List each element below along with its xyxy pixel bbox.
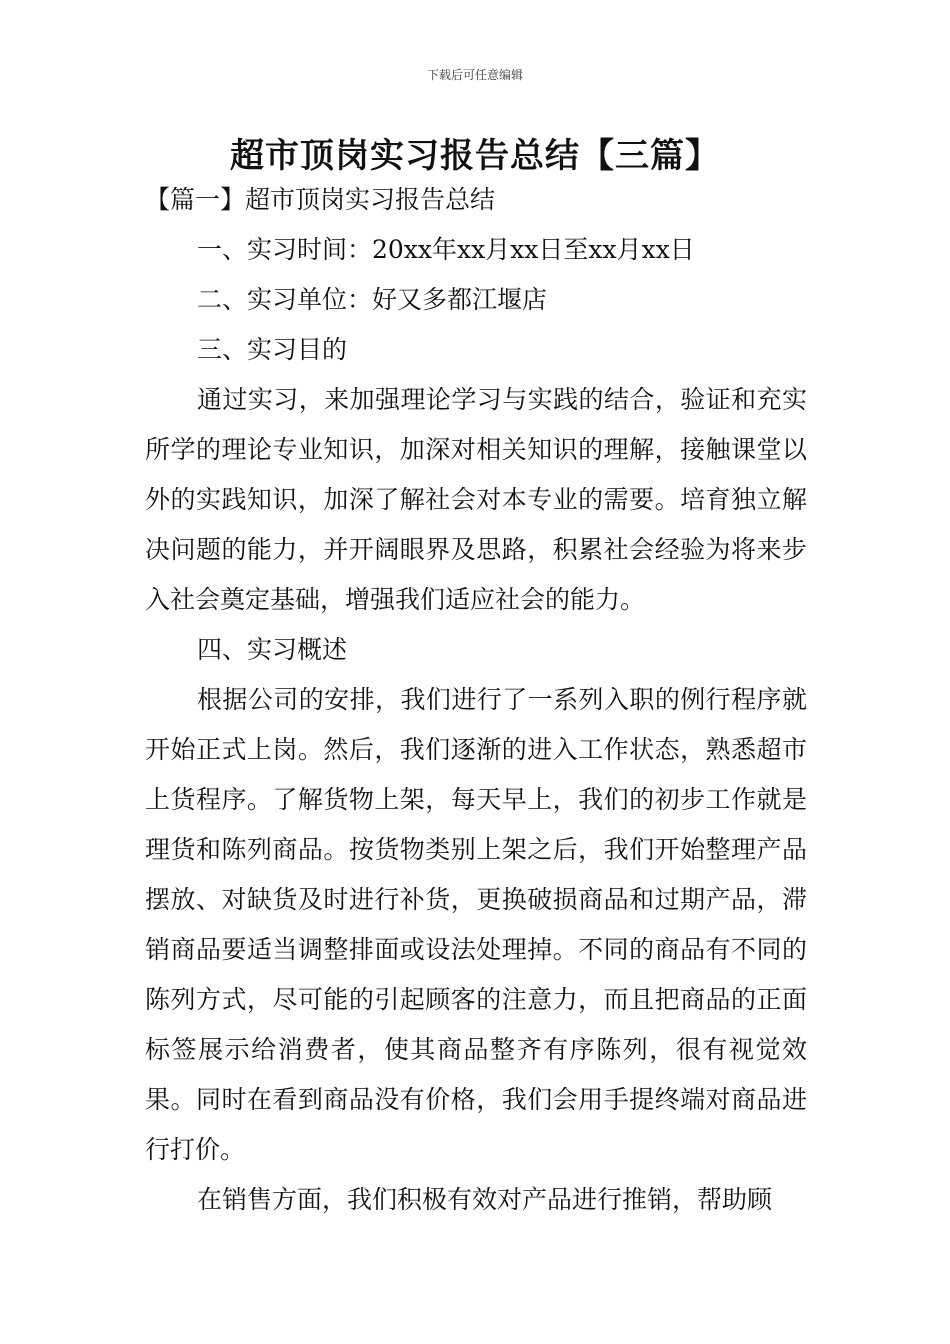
paragraph-purpose-heading: 三、实习目的	[197, 335, 348, 364]
paragraph-overview-heading: 四、实习概述	[197, 635, 348, 664]
paragraph-overview: 根据公司的安排，我们进行了一系列入职的例行程序就开始正式上岗。然后，我们逐渐的进入工作状态，熟悉超市上货程序。了解货物上架，每天早上，我们的初步工作就是理货和陈列商品。按货物类别上架之后，我们开始整理产品摆放、对缺货及时进行补货，更换破损商品和过期产品，滞销商品要适当调整排面或设法处理掉。不同的商品有不同的陈列方式，尽可能的引起顾客的注意力，而且把商品的正面标签展示给消费者，使其商品整齐有序陈列，很有视觉效果。同时在看到商品没有价格，我们会用手提终端对商品进行打价。	[145, 685, 807, 1164]
section-heading: 【篇一】超市顶岗实习报告总结	[145, 185, 496, 214]
paragraph-internship-unit: 二、实习单位：好又多都江堰店	[197, 285, 548, 314]
paragraph-internship-time: 一、实习时间：20xx年xx月xx日至xx月xx日	[197, 235, 695, 264]
paragraph-purpose: 通过实习，来加强理论学习与实践的结合，验证和充实所学的理论专业知识，加深对相关知识的理解，接触课堂以外的实践知识，加深了解社会对本专业的需要。培育独立解决问题的能力，并开阔眼界及思路，积累社会经验为将来步入社会奠定基础，增强我们适应社会的能力。	[145, 385, 807, 614]
paragraph-sales: 在销售方面，我们积极有效对产品进行推销，帮助顾	[197, 1185, 773, 1214]
header-note: 下载后可任意编辑	[426, 68, 523, 82]
document-body	[145, 175, 807, 1225]
document-title: 超市顶岗实习报告总结【三篇】	[230, 136, 720, 176]
